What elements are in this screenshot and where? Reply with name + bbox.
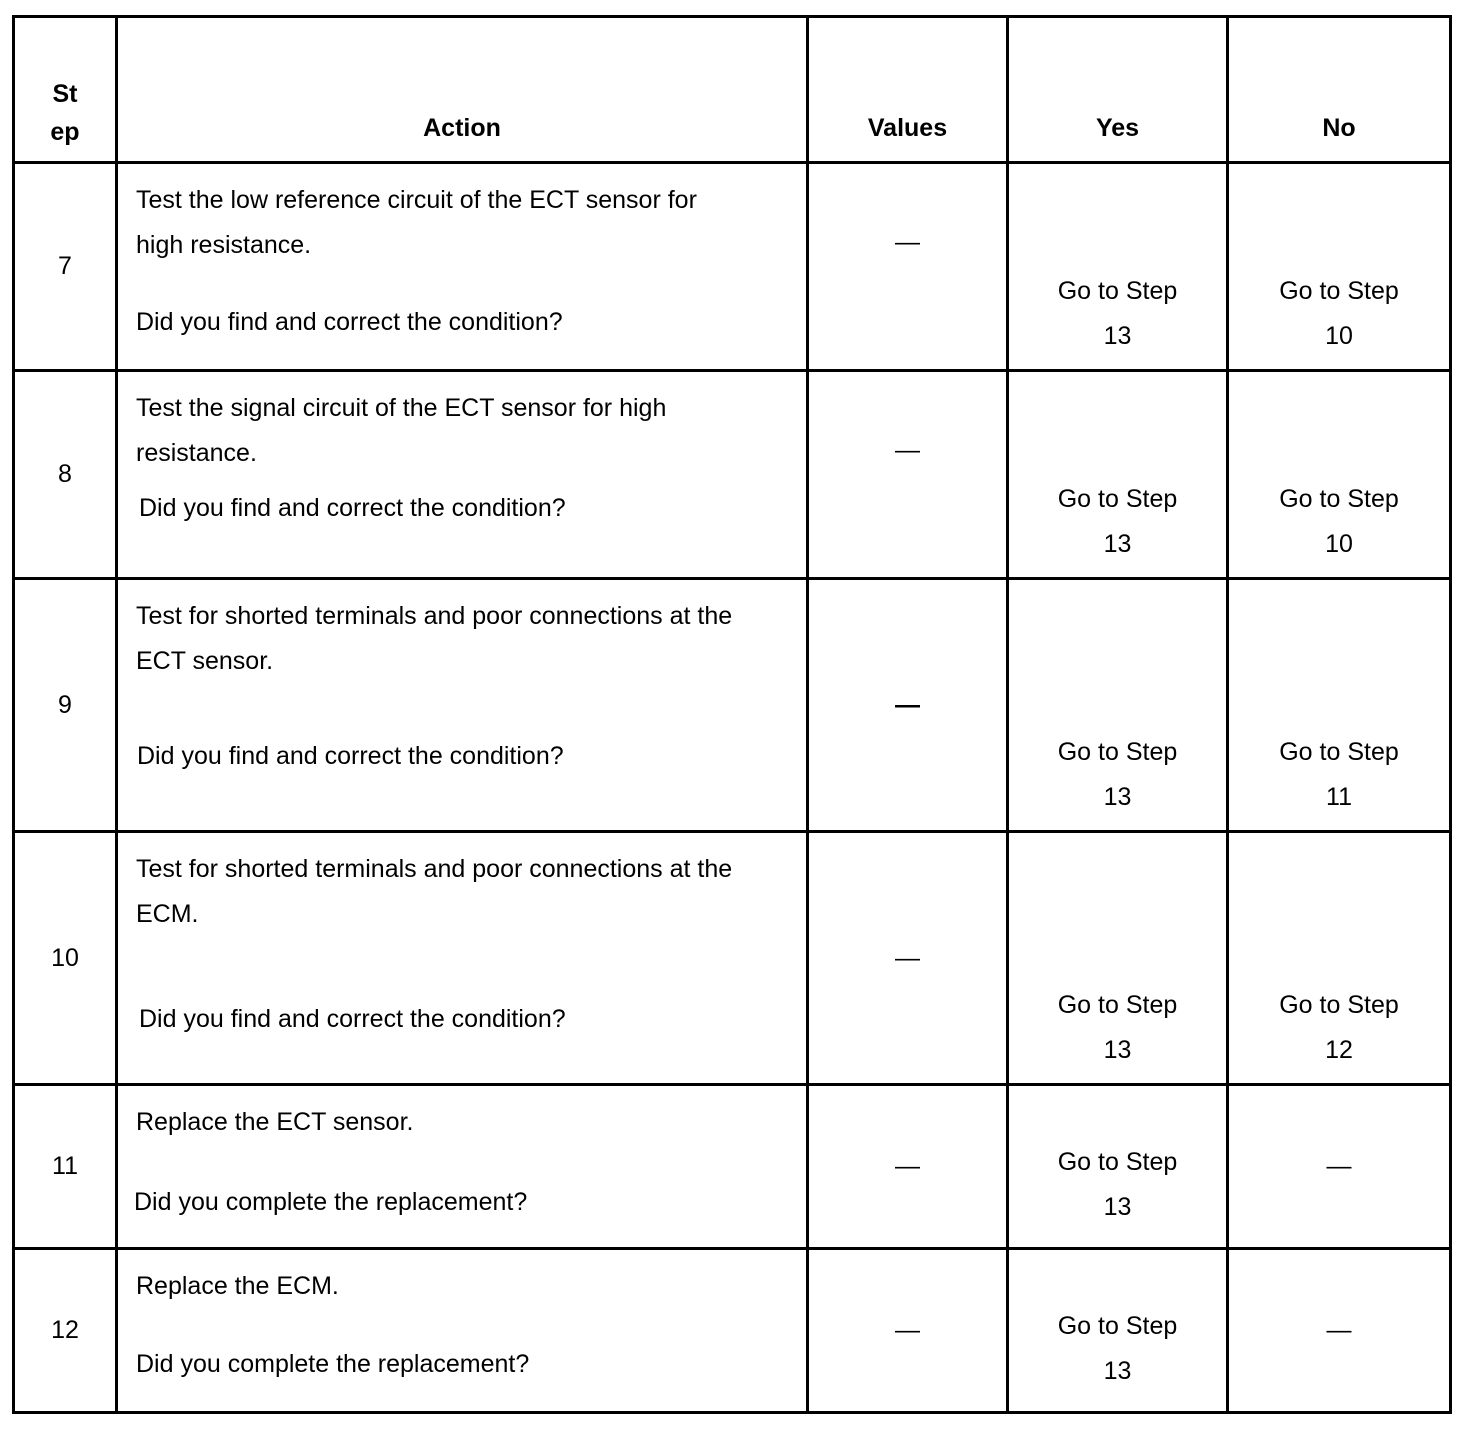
yes-goto-label: Go to Step — [1057, 991, 1178, 1019]
table-row — [14, 1249, 1451, 1413]
yes-goto-label: Go to Step — [1057, 1311, 1178, 1340]
yes-cell — [1008, 832, 1228, 1085]
action-question: Did you find and correct the condition? — [139, 494, 566, 522]
step-number: 7 — [14, 163, 117, 371]
no-cell — [1228, 832, 1451, 1085]
yes-goto-label: Go to Step — [1057, 738, 1178, 766]
action-cell — [117, 579, 808, 832]
yes-goto-step: 13 — [1103, 783, 1132, 811]
yes-goto-step: 13 — [1103, 1036, 1132, 1064]
header-row — [14, 17, 1451, 163]
diagnostic-table — [12, 15, 1452, 1414]
header-step — [14, 17, 117, 163]
action-instruction: Replace the ECM. — [136, 1272, 339, 1300]
action-question: Did you find and correct the condition? — [139, 1005, 566, 1033]
yes-goto-step: 13 — [1103, 322, 1132, 350]
action-cell — [117, 371, 808, 579]
header-yes: Yes — [1008, 17, 1228, 163]
no-goto-step: 12 — [1325, 1036, 1353, 1064]
no-cell — [1228, 163, 1451, 371]
values-cell: — — [808, 1249, 1008, 1413]
yes-cell — [1008, 163, 1228, 371]
step-number: 9 — [14, 579, 117, 832]
action-cell — [117, 832, 808, 1085]
no-cell: — — [1228, 1085, 1451, 1249]
no-cell: — — [1228, 1249, 1451, 1413]
no-goto-label: Go to Step — [1279, 485, 1399, 513]
no-goto-step: 11 — [1326, 783, 1352, 811]
yes-cell — [1008, 579, 1228, 832]
action-question: Did you complete the replacement? — [134, 1188, 528, 1216]
yes-cell — [1008, 371, 1228, 579]
values-cell: — — [808, 371, 1008, 579]
action-cell — [117, 1085, 808, 1249]
no-cell — [1228, 371, 1451, 579]
no-goto-step: 10 — [1325, 322, 1353, 350]
yes-goto-label: Go to Step — [1057, 485, 1178, 513]
header-step-line2: ep — [50, 118, 80, 146]
yes-goto-step: 13 — [1103, 530, 1132, 558]
header-values: Values — [808, 17, 1008, 163]
header-no: No — [1228, 17, 1451, 163]
no-cell — [1228, 579, 1451, 832]
action-instruction: Test for shorted terminals and poor connections at the ECT sensor. — [136, 602, 733, 675]
action-cell — [117, 1249, 808, 1413]
table-row — [14, 163, 1451, 371]
action-question: Did you find and correct the condition? — [137, 742, 564, 770]
no-goto-label: Go to Step — [1279, 991, 1399, 1019]
yes-cell — [1008, 1249, 1228, 1413]
no-goto-label: Go to Step — [1279, 738, 1399, 766]
values-cell: — — [808, 579, 1008, 832]
action-cell — [117, 163, 808, 371]
no-goto-step: 10 — [1325, 530, 1353, 558]
header-action: Action — [117, 17, 808, 163]
yes-goto-label: Go to Step — [1057, 277, 1178, 305]
action-question: Did you complete the replacement? — [136, 1350, 530, 1378]
table-row — [14, 579, 1451, 832]
step-number: 8 — [14, 371, 117, 579]
yes-goto-step: 13 — [1103, 1192, 1132, 1221]
action-instruction: Replace the ECT sensor. — [136, 1108, 414, 1136]
header-step-line1: St — [52, 80, 78, 108]
step-number: 11 — [14, 1085, 117, 1249]
table-row — [14, 1085, 1451, 1249]
action-instruction: Test the signal circuit of the ECT sensor for high resistance. — [136, 394, 667, 467]
table-row — [14, 832, 1451, 1085]
step-number: 12 — [14, 1249, 117, 1413]
action-question: Did you find and correct the condition? — [136, 308, 563, 336]
action-instruction: Test for shorted terminals and poor connections at the ECM. — [136, 855, 733, 928]
values-cell: — — [808, 163, 1008, 371]
values-cell: — — [808, 1085, 1008, 1249]
table-row — [14, 371, 1451, 579]
action-instruction: Test the low reference circuit of the ECT sensor for high resistance. — [136, 186, 697, 259]
values-cell: — — [808, 832, 1008, 1085]
step-number: 10 — [14, 832, 117, 1085]
yes-cell — [1008, 1085, 1228, 1249]
yes-goto-label: Go to Step — [1057, 1147, 1178, 1176]
no-goto-label: Go to Step — [1279, 277, 1399, 305]
yes-goto-step: 13 — [1103, 1356, 1132, 1385]
